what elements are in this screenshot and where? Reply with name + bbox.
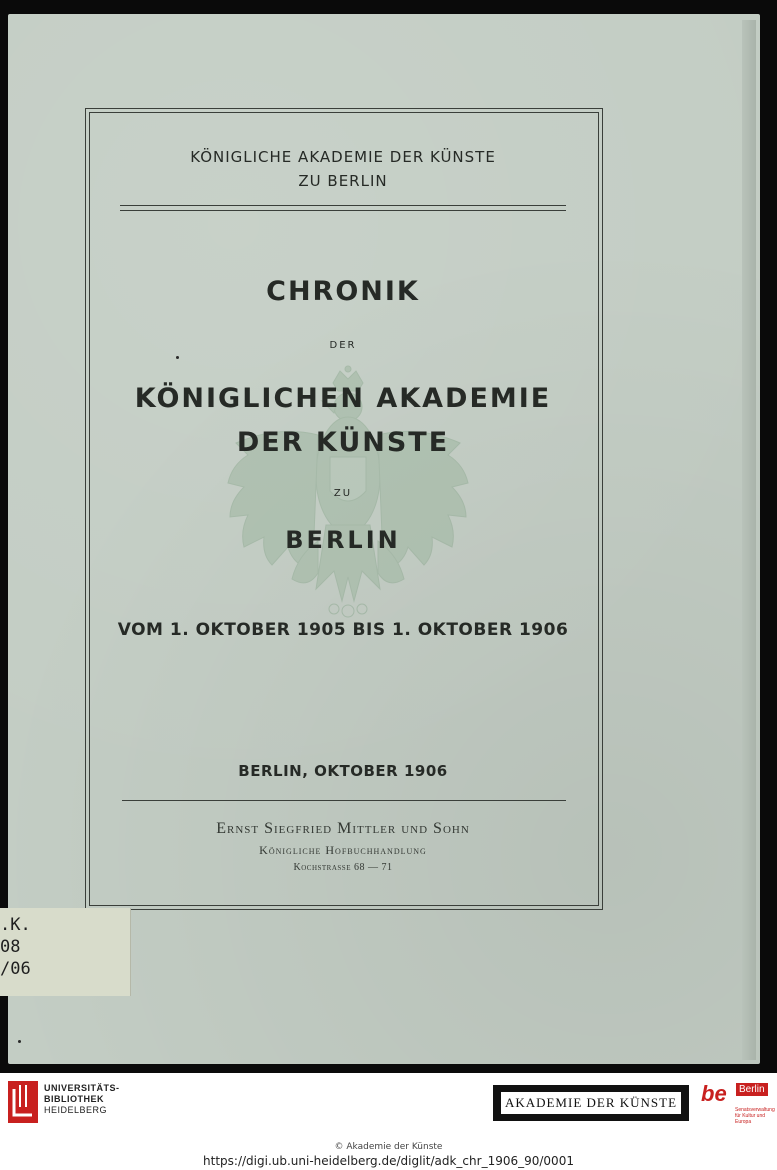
title-line-2: DER KÜNSTE	[236, 427, 450, 458]
header-line-2: ZU BERLIN	[298, 172, 388, 190]
viewer-footer	[0, 1073, 777, 1170]
title-berlin: BERLIN	[285, 526, 401, 554]
shelf-label-line-1: .K.	[0, 915, 31, 935]
uni-logo-line-3: HEIDELBERG	[44, 1105, 108, 1115]
cover-frame-inner	[89, 112, 599, 906]
be-sub-line-2: für Kultur und Europa	[735, 1113, 766, 1125]
header-rule-bottom	[120, 210, 566, 211]
publisher-name: Ernst Siegfried Mittler und Sohn	[216, 820, 470, 837]
cover-edge	[742, 20, 756, 1060]
shelf-label-line-3: /06	[0, 959, 31, 979]
title-zu: ZU	[333, 488, 353, 499]
cover-speck	[18, 1040, 21, 1043]
publisher-rule	[122, 800, 566, 801]
period-line: VOM 1. OKTOBER 1905 BIS 1. OKTOBER 1906	[117, 620, 569, 640]
university-library-logo-icon[interactable]	[8, 1081, 38, 1123]
be-mark: be	[701, 1081, 727, 1106]
be-sub-line-1: Senatsverwaltung	[735, 1107, 775, 1113]
publication-date: BERLIN, OKTOBER 1906	[238, 762, 448, 780]
copyright-notice: © Akademie der Künste	[334, 1142, 443, 1152]
akademie-logo[interactable]	[493, 1085, 689, 1121]
header-line-1: KÖNIGLICHE AKADEMIE DER KÜNSTE	[190, 148, 496, 166]
publisher-address: Kochstrasse 68 — 71	[293, 862, 393, 873]
permalink-url[interactable]: https://digi.ub.uni-heidelberg.de/diglit/adk_chr_1906_90/0001	[203, 1154, 574, 1168]
uni-logo-line-1: UNIVERSITÄTS-	[44, 1083, 120, 1093]
cover-speck	[176, 356, 179, 359]
title-chronik: CHRONIK	[266, 276, 420, 307]
shelf-label-line-2: 08	[0, 937, 21, 957]
shelf-label	[0, 908, 131, 996]
title-der: DER	[329, 340, 357, 351]
title-line-1: KÖNIGLICHEN AKADEMIE	[134, 383, 552, 414]
header-rule-top	[120, 205, 566, 206]
publisher-subtitle: Königliche Hofbuchhandlung	[259, 843, 427, 857]
akademie-logo-text: AKADEMIE DER KÜNSTE	[501, 1092, 681, 1114]
uni-logo-line-2: BIBLIOTHEK	[44, 1094, 104, 1104]
berlin-mark: Berlin	[736, 1083, 768, 1096]
